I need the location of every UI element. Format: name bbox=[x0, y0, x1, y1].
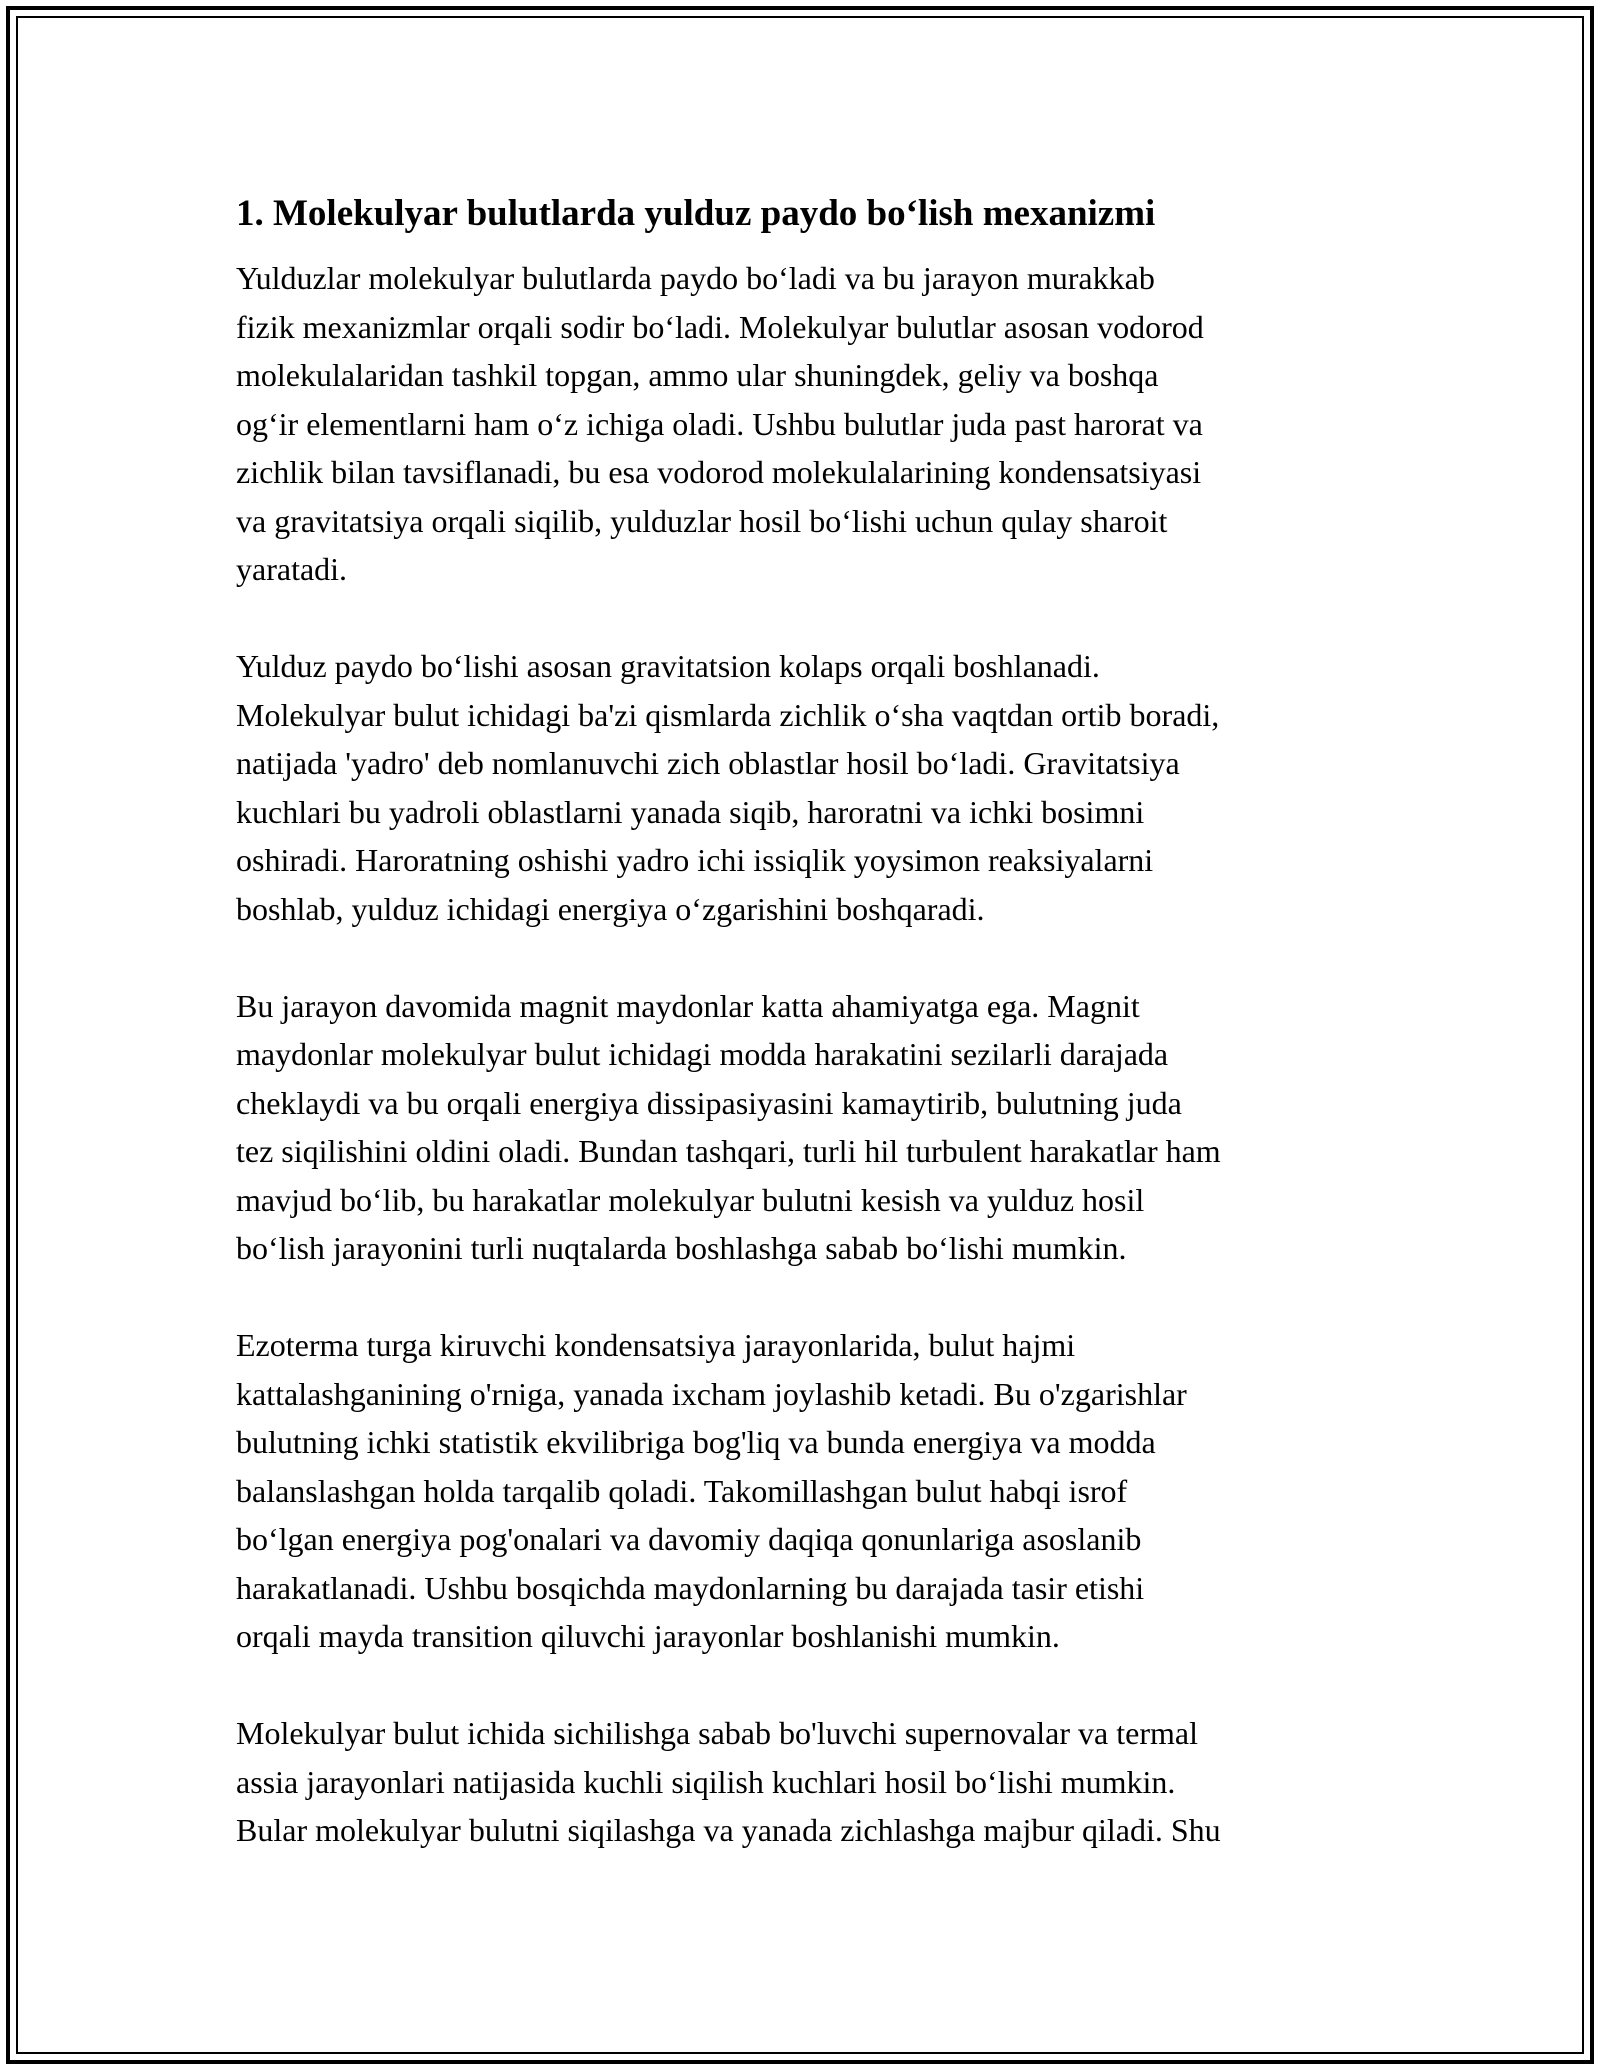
paragraph-5: Molekulyar bulut ichida sichilishga sabab bo'luvchi supernovalar va termal assia jarayonlari natijasida kuchli siqilish kuchlari hosil bo‘lishi mumkin. Bular molekulyar bulutni siqilashga va yanada zichlashga majbur qiladi. Shu bbox=[236, 1715, 1221, 1848]
paragraph-4: Ezoterma turga kiruvchi kondensatsiya jarayonlarida, bulut hajmi kattalashganining o'rniga, yanada ixcham joylashib ketadi. Bu o'zgarishlar bulutning ichki statistik ekvilibriga bog'liq va bunda energiya va modda balanslashgan holda tarqalib qoladi. Takomillashgan bulut habqi isrof bo‘lgan energiya pog'onalari va davomiy daqiqa qonunlariga asoslanib harakatlanadi. Ushbu bosqichda maydonlarning bu darajada tasir etishi orqali mayda transition qiluvchi jarayonlar boshlanishi mumkin. bbox=[236, 1327, 1187, 1654]
document-body bbox=[236, 186, 1376, 1903]
paragraph-2: Yulduz paydo bo‘lishi asosan gravitatsion kolaps orqali boshlanadi. Molekulyar bulut ichidagi ba'zi qismlarda zichlik o‘sha vaqtdan ortib boradi, natijada 'yadro' deb nomlanuvchi zich oblastlar hosil bo‘ladi. Gravitatsiya kuchlari bu yadroli oblastlarni yanada siqib, haroratni va ichki bosimni oshiradi. Haroratning oshishi yadro ichi issiqlik yoysimon reaksiyalarni boshlab, yulduz ichidagi energiya o‘zgarishini boshqaradi. bbox=[236, 648, 1220, 927]
paragraph-1: Yulduzlar molekulyar bulutlarda paydo bo‘ladi va bu jarayon murakkab fizik mexanizmlar orqali sodir bo‘ladi. Molekulyar bulutlar asosan vodorod molekulalaridan tashkil topgan, ammo ular shuningdek, geliy va boshqa og‘ir elementlarni ham o‘z ichiga oladi. Ushbu bulutlar juda past harorat va zichlik bilan tavsiflanadi, bu esa vodorod molekulalarining kondensatsiyasi va gravitatsiya orqali siqilib, yulduzlar hosil bo‘lishi uchun qulay sharoit yaratadi. bbox=[236, 260, 1204, 587]
paragraph-3: Bu jarayon davomida magnit maydonlar katta ahamiyatga ega. Magnit maydonlar molekulyar bulut ichidagi modda harakatini sezilarli darajada cheklaydi va bu orqali energiya dissipasiyasini kamaytirib, bulutning juda tez siqilishini oldini oladi. Bundan tashqari, turli hil turbulent harakatlar ham mavjud bo‘lib, bu harakatlar molekulyar bulutni kesish va yulduz hosil bo‘lish jarayonini turli nuqtalarda boshlashga sabab bo‘lishi mumkin. bbox=[236, 987, 1221, 1266]
section-heading: 1. Molekulyar bulutlarda yulduz paydo bo‘lish mexanizmi bbox=[236, 193, 1156, 234]
